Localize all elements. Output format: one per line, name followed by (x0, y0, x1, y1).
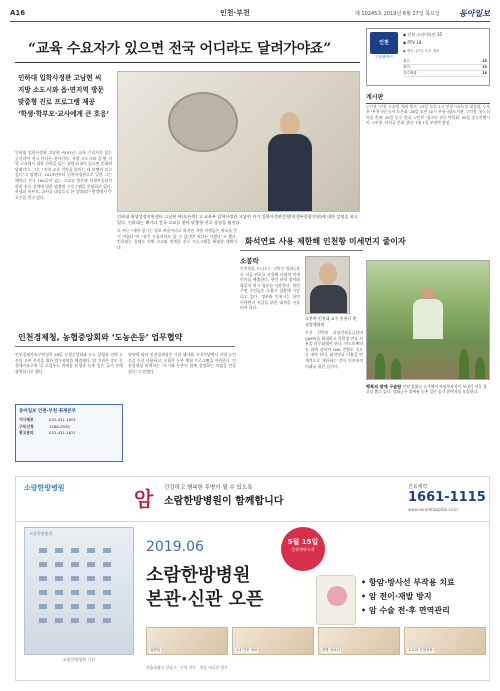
main-body-col2: 고 씨는 “대학 입시는 정보 싸움이라고 하지만 지방 학생들은 정보를 얻기 어렵다”며 “작은 도움이라도 줄 수 있다면 어디든 가겠다”고 했다. 인하대는 올해도 지역 고교와 연계한 진로 프로그램을 확대할 계획이다. (117, 228, 237, 250)
column-body-col2: 우선 선박용 육상전원공급설비(AMP)를 확대하고 친환경 연료 사용을 의무화해야 한다. 야드트랙터 등 하역 장비의 LNG 전환도 속도를 내야 한다. 화석연료 사용을 단계적으로 제한하는 것이 인천항의 미래를 위한 길이다. (305, 330, 363, 369)
ad-bullet: • 항암·방사선 부작용 치료 (361, 578, 455, 587)
issue-meta: 제 10245호 2019년 6월 27일 목요일 (355, 11, 440, 17)
weather-row: 강수확률 14 (403, 71, 487, 75)
building-sign: 소람한방병원 (29, 531, 53, 536)
contact-row: 기사제보 032-431-1601 (19, 417, 76, 422)
weather-table (403, 59, 487, 77)
city-logo-icon: 인천 (370, 32, 398, 54)
farm-photo-caption (366, 384, 490, 395)
ad-logo: 소람한방병원 (24, 484, 65, 492)
ad-tagline-1: 건강하고 행복한 투병이 될 수 있도록 (164, 485, 253, 491)
ad-thumbnails (146, 627, 486, 655)
weather-line: ◆ PTV 18 (403, 40, 422, 45)
main-photo-caption: 인하대 학생성장지원센터 고남현 씨(오른쪽) 고 교육부 입학사정관 고남현 씨가 입학사정관전형(학생부종합전형)에 대한 설명을 하고 있다. 인하대는 해마다 전국 고교를 찾아 맞춤형 진로 상담을 펼친다. (117, 214, 358, 225)
box-body-col1: 인천경제자유구역청은 26일 농협중앙회와 도농 상생과 지역 농산물 소비 촉진을 위한 업무협약을 체결했다. 양 기관은 송도 등 경제자유구역 내 로컬푸드 직매장 운영과 농촌 일손 돕기 등에 협력하기로 했다. (15, 352, 123, 374)
ad-bullet: • 암 수술 전·후 면역관리 (361, 606, 450, 615)
subhead-line: 맞춤형 진로 프로그램 제공 (18, 98, 95, 106)
subhead-line: 인하대 입학사정관 고남현 씨 (18, 74, 102, 82)
ad-tag-big: 암 (134, 487, 154, 511)
main-body-col1: 인하대 입학사정관 고남현 씨(53)는 교육 수요자가 있는 곳이라면 전국 어디든 찾아간다. 지방 소도시와 읍·면 지역 고교에서 대학 진학을 돕는 강연 요청이 있으면 흔쾌히 달려간다. 그는 “지역 교육 격차를 줄이는 데 보탬이 되고 싶다”고 말했다. 2013년부터 입학사정관으로 일한 그는 해마다 전국 100곳이 넘는 고교를 방문해 학생부종합전형과 진로 설계에 대한 맞춤형 프로그램을 운영하고 있다. 학생과 학부모, 교사를 대상으로 한 설명회는 현장에서 큰 호응을 얻고 있다. (15, 150, 112, 200)
hospital-advertisement (15, 476, 490, 681)
author-portrait (305, 256, 350, 314)
contact-title: 동아일보 인천·부천 취재본부 (19, 409, 77, 414)
ad-product-image (316, 575, 356, 625)
farm-photo (366, 260, 490, 380)
farm-caption-body: 인천 강화군 농가에서 자원봉사자가 모내기 이후 잡초를 뽑고 있다. 강화군은 올여름 농촌 일손 돕기 참여자를 모집한다. (366, 384, 487, 395)
ad-title-1: 소람한방병원 (146, 565, 251, 586)
subhead-line: 지방 소도시와 읍·면지역 방문 (18, 86, 104, 94)
person-figure (268, 112, 312, 212)
section-name: 인천·부천 (220, 9, 250, 17)
box-body-col2: 협약에 따라 인천경제청은 기관 행사와 구내식당에서 지역 농산물을 우선 사용하고, 농협은 농촌 체험 프로그램을 지원한다. 인천경제청 관계자는 “도시와 농촌이 함께 성장하는 모델을 만들겠다”고 말했다. (128, 352, 236, 374)
ad-divider (16, 521, 490, 522)
contact-row: 광고문의 032-431-1621 (19, 430, 76, 435)
ad-thumbnail: 고주파 온열치료 (404, 627, 486, 655)
building-caption: 소람한방병원 신관 (62, 657, 96, 662)
ad-bullet: • 암 전이·재발 방지 (361, 592, 432, 601)
board-body: ▽인천 ‘인천 고교생 미래 캠프’ 27일 오후 2시 인천시교육청 대강당. ▽부천 ‘부천시민 독서 토론회’ 28일 오전 10시 부천시립도서관. ▽인천 ‘원도심 마을 축제’ 29일 동구 일대. ▽인천 ‘청소년 진로 박람회’ 30일 송도컨벤시아. ▽부천 ‘복사골 문화 장터’ 7월 1일 부천역 광장. (366, 104, 490, 126)
main-subhead (18, 72, 110, 120)
ad-thumbnail: 1:1 간호 치료 (232, 627, 314, 655)
subhead-line: ‘학생·학부모·교사에게 큰 호응’ (18, 110, 110, 118)
ad-date-badge: 5월 15일 입원예약시작 (281, 527, 325, 571)
university-emblem (168, 92, 238, 152)
ad-tagline-2: 소람한방병원이 함께합니다 (164, 496, 284, 507)
box-article-title: 인천경제청, 농협중앙회와 ‘도농손둥’ 업무협약 (18, 333, 183, 342)
column-body-col1: 인천항을 드나드는 선박은 벙커C유 등 저급 연료를 사용해 다량의 미세먼지를 배출한다. 항만 하역 장비와 화물차 역시 경유를 사용한다. 항만 주변 주민들은 호흡기 질환에 시달리고 있다. 정부와 인천시는 항만 미세먼지 저감을 위한 대책을 서둘러야 한다. (240, 266, 300, 311)
weather-line: ◆ 평년: 27일 오후 예보 (403, 49, 440, 53)
ad-date: 2019.06 (146, 539, 204, 555)
portrait-caption: 소봉락 인천대 교수 인천시 환경정책위원 (305, 316, 357, 327)
page-header (10, 6, 490, 20)
board-title: 게시판 (366, 92, 490, 104)
city-logo-label: 인천광역시 (375, 55, 393, 59)
page-number: A16 (10, 9, 26, 17)
ad-title-2: 본관·신관 오픈 (146, 589, 264, 610)
column-rule (240, 250, 363, 251)
box-article-rule (15, 346, 235, 347)
main-photo (117, 71, 360, 212)
weather-row: 최고 25 (403, 59, 487, 63)
headline-rule (15, 62, 360, 63)
column-title: 화석연료 사용 제한해 인천항 미세먼지 줄이자 (245, 237, 406, 246)
column-author: 소봉락 (240, 257, 259, 265)
newspaper-brand: 동아일보 (459, 8, 490, 18)
ad-thumbnail: 한방 치료실 (318, 627, 400, 655)
weather-box (366, 28, 490, 86)
ad-phone: 1661-1115 (408, 490, 486, 505)
ad-tel-label: 진료예약 (408, 484, 428, 490)
farmer-figure (411, 287, 445, 357)
weather-row: 최저 19 (403, 65, 487, 69)
ad-website: www.soramhospital.co.kr (408, 507, 459, 512)
ad-footer: 서울특별시 강남구 · 주차 가능 · 전문 의료진 상주 (146, 665, 228, 670)
farm-caption-title: 행복의 밭에 구슬땀 (366, 384, 402, 389)
main-headline: “교육 수요자가 있으면 전국 어디라도 달려가야죠” (28, 41, 331, 57)
header-rule (10, 21, 490, 22)
contact-box (15, 404, 123, 462)
weather-line: ◆ 인천 스카이라인 15 (403, 32, 443, 37)
contact-row: 구독신청 1588-0939 (19, 423, 70, 429)
hospital-building-image (24, 527, 134, 655)
ad-thumbnail: 입원실 (146, 627, 228, 655)
